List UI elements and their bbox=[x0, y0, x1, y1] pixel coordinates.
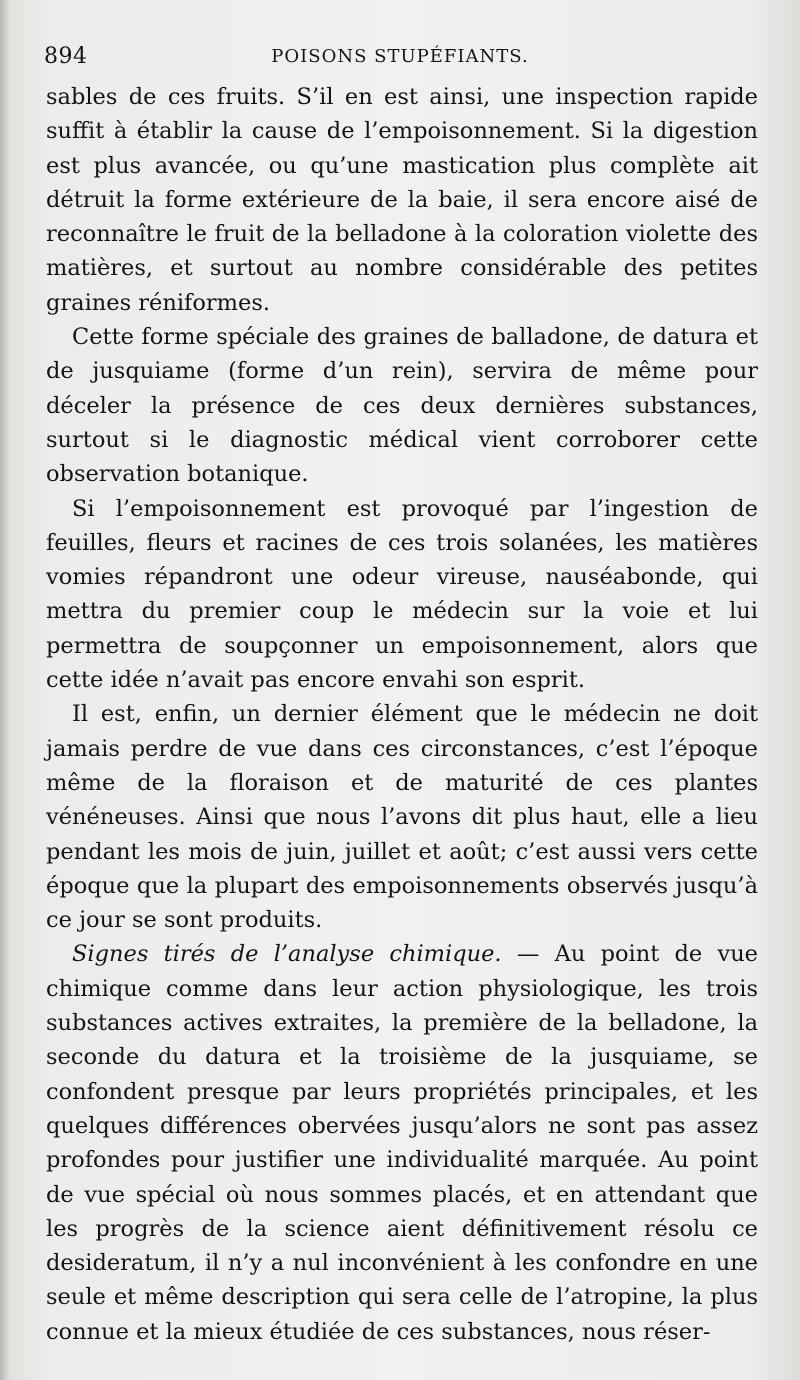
page-header bbox=[44, 38, 756, 78]
body-text bbox=[46, 80, 758, 1349]
paragraph-continuation: sables de ces fruits. S’il en est ainsi, une inspection rapide suffit à établir la cause de l’empoisonnement. Si la digestion est plus avancée, ou qu’une mastication plus complète ait détruit la forme extérieure de la baie, il sera encore aisé de reconnaître le fruit de la belladone à la coloration violette des matières, et surtout au nombre considérable des petites graines réniformes. bbox=[46, 84, 758, 316]
running-title: POISONS STUPÉFIANTS. bbox=[271, 46, 529, 67]
section-heading-chemical-signs: Signes tirés de l’analyse chimique. bbox=[72, 941, 502, 968]
page-number: 894 bbox=[44, 44, 88, 69]
gutter-shadow bbox=[0, 0, 10, 1380]
paragraph-seeds: Cette forme spéciale des graines de balladone, de datura et de jusquiame (forme d’un rein), servira de même pour déceler la présence de ces deux dernières substances, surtout si le diagnostic médical vient corroborer cette observation botanique. bbox=[46, 324, 758, 488]
paragraph-chemical-analysis bbox=[46, 937, 758, 1349]
chemical-analysis-text: — Au point de vue chimique comme dans leur action physiologique, les trois substances actives extraites, la première de la belladone, la seconde du datura et la troisième de la jusquiame, se confondent presque par leurs propriétés principales, et les quelques différences obervées jusqu’alors ne sont pas assez profondes pour justifier une individualité marquée. Au point de vue spécial où nous sommes placés, et en attendant que les progrès de la science aient définitivement résolu ce desideratum, il n’y a nul inconvénient à les confondre en une seule et même description qui sera celle de l’atropine, la plus connue et la mieux étudiée de ces substances, nous réser- bbox=[46, 941, 758, 1345]
paragraph-flowering-season: Il est, enfin, un dernier élément que le médecin ne doit jamais perdre de vue dans ces circonstances, c’est l’époque même de la floraison et de maturité de ces plantes vénéneuses. Ainsi que nous l’avons dit plus haut, elle a lieu pendant les mois de juin, juillet et août; c’est aussi vers cette époque que la plupart des empoisonnements observés jusqu’à ce jour se sont produits. bbox=[46, 701, 758, 934]
paragraph-vomited-matter: Si l’empoisonnement est provoqué par l’ingestion de feuilles, fleurs et racines de ces trois solanées, les matières vomies répandront une odeur vireuse, nauséabonde, qui mettra du premier coup le médecin sur la voie et lui permettra de soupçonner un empoisonnement, alors que cette idée n’avait pas encore envahi son esprit. bbox=[46, 495, 758, 694]
